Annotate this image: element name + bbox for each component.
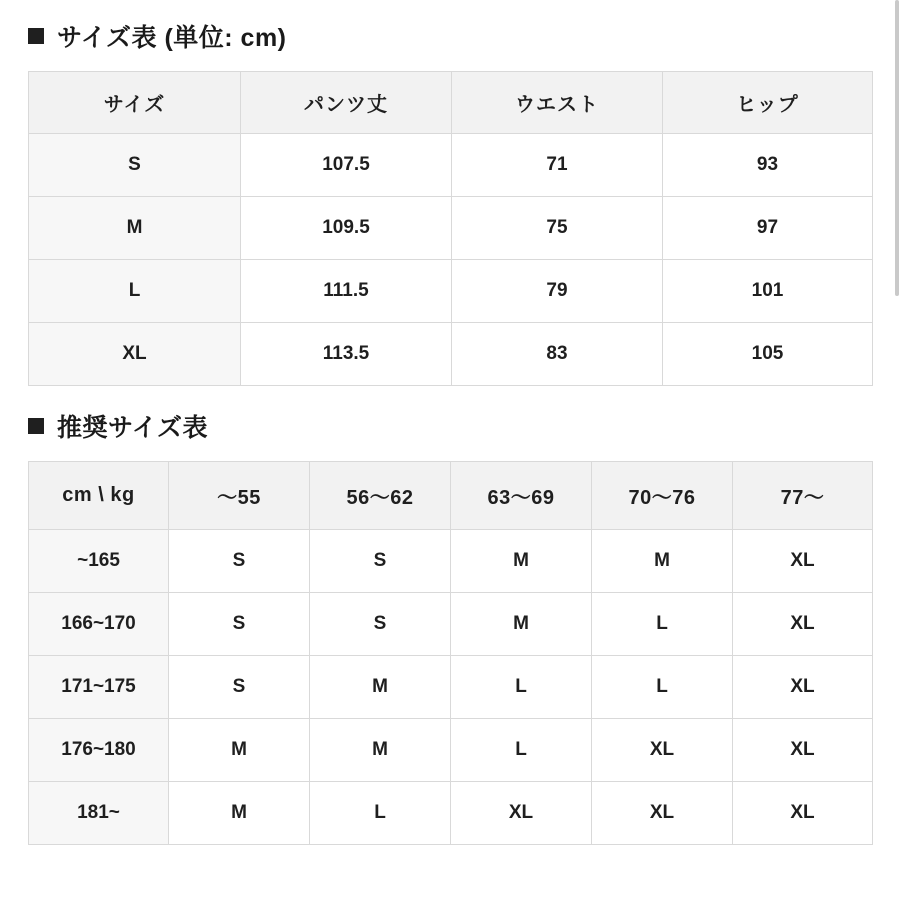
- column-header-size: サイズ: [29, 72, 241, 134]
- table-row: [29, 656, 873, 719]
- cell-recommended-size: L: [592, 593, 733, 656]
- cell-recommended-size: XL: [733, 719, 873, 782]
- section-title-text: サイズ表 (単位: cm): [57, 24, 287, 52]
- recommended-size-table: [28, 461, 873, 845]
- cell-recommended-size: S: [169, 593, 310, 656]
- column-header-weight-4: 70〜76: [592, 462, 733, 530]
- cell-recommended-size: M: [310, 656, 451, 719]
- cell-recommended-size: M: [310, 719, 451, 782]
- cell-recommended-size: XL: [733, 656, 873, 719]
- cell-recommended-size: S: [169, 530, 310, 593]
- cell-hip: 97: [663, 197, 873, 260]
- table-header-row: [29, 72, 873, 134]
- table-row: [29, 593, 873, 656]
- cell-recommended-size: XL: [592, 719, 733, 782]
- page-title-size-chart: [28, 18, 872, 54]
- cell-recommended-size: XL: [451, 782, 592, 845]
- cell-recommended-size: M: [451, 530, 592, 593]
- column-header-weight-1: 〜55: [169, 462, 310, 530]
- table-row: [29, 260, 873, 323]
- row-header-height: 176~180: [29, 719, 169, 782]
- cell-recommended-size: M: [169, 782, 310, 845]
- cell-recommended-size: XL: [733, 593, 873, 656]
- cell-waist: 75: [452, 197, 663, 260]
- table-row: [29, 197, 873, 260]
- cell-recommended-size: S: [310, 530, 451, 593]
- cell-waist: 83: [452, 323, 663, 386]
- square-bullet-icon: [28, 418, 44, 434]
- section-title-text: 推奨サイズ表: [57, 414, 209, 442]
- cell-hip: 101: [663, 260, 873, 323]
- cell-recommended-size: L: [451, 719, 592, 782]
- cell-recommended-size: XL: [592, 782, 733, 845]
- square-bullet-icon: [28, 28, 44, 44]
- table-row: [29, 782, 873, 845]
- cell-pants-length: 113.5: [241, 323, 452, 386]
- row-header-height: ~165: [29, 530, 169, 593]
- row-header-size: S: [29, 134, 241, 197]
- cell-hip: 93: [663, 134, 873, 197]
- cell-recommended-size: S: [310, 593, 451, 656]
- column-header-height-weight: cm \ kg: [29, 462, 169, 530]
- cell-waist: 79: [452, 260, 663, 323]
- column-header-hip: ヒップ: [663, 72, 873, 134]
- cell-pants-length: 109.5: [241, 197, 452, 260]
- row-header-height: 166~170: [29, 593, 169, 656]
- row-header-height: 171~175: [29, 656, 169, 719]
- size-chart-table: [28, 71, 873, 386]
- row-header-height: 181~: [29, 782, 169, 845]
- column-header-weight-3: 63〜69: [451, 462, 592, 530]
- table-row: [29, 530, 873, 593]
- row-header-size: M: [29, 197, 241, 260]
- cell-waist: 71: [452, 134, 663, 197]
- cell-recommended-size: L: [310, 782, 451, 845]
- cell-pants-length: 107.5: [241, 134, 452, 197]
- column-header-weight-2: 56〜62: [310, 462, 451, 530]
- cell-recommended-size: M: [451, 593, 592, 656]
- cell-recommended-size: M: [592, 530, 733, 593]
- table-row: [29, 134, 873, 197]
- column-header-weight-5: 77〜: [733, 462, 873, 530]
- table-header-row: [29, 462, 873, 530]
- page-title-recommended-size: [28, 408, 872, 444]
- row-header-size: L: [29, 260, 241, 323]
- cell-recommended-size: L: [592, 656, 733, 719]
- scrollbar-thumb[interactable]: [895, 0, 899, 296]
- cell-hip: 105: [663, 323, 873, 386]
- cell-recommended-size: M: [169, 719, 310, 782]
- cell-recommended-size: XL: [733, 530, 873, 593]
- row-header-size: XL: [29, 323, 241, 386]
- column-header-waist: ウエスト: [452, 72, 663, 134]
- table-row: [29, 719, 873, 782]
- cell-pants-length: 111.5: [241, 260, 452, 323]
- scrollbar-track[interactable]: [894, 0, 900, 900]
- table-row: [29, 323, 873, 386]
- cell-recommended-size: S: [169, 656, 310, 719]
- cell-recommended-size: L: [451, 656, 592, 719]
- column-header-pants-length: パンツ丈: [241, 72, 452, 134]
- cell-recommended-size: XL: [733, 782, 873, 845]
